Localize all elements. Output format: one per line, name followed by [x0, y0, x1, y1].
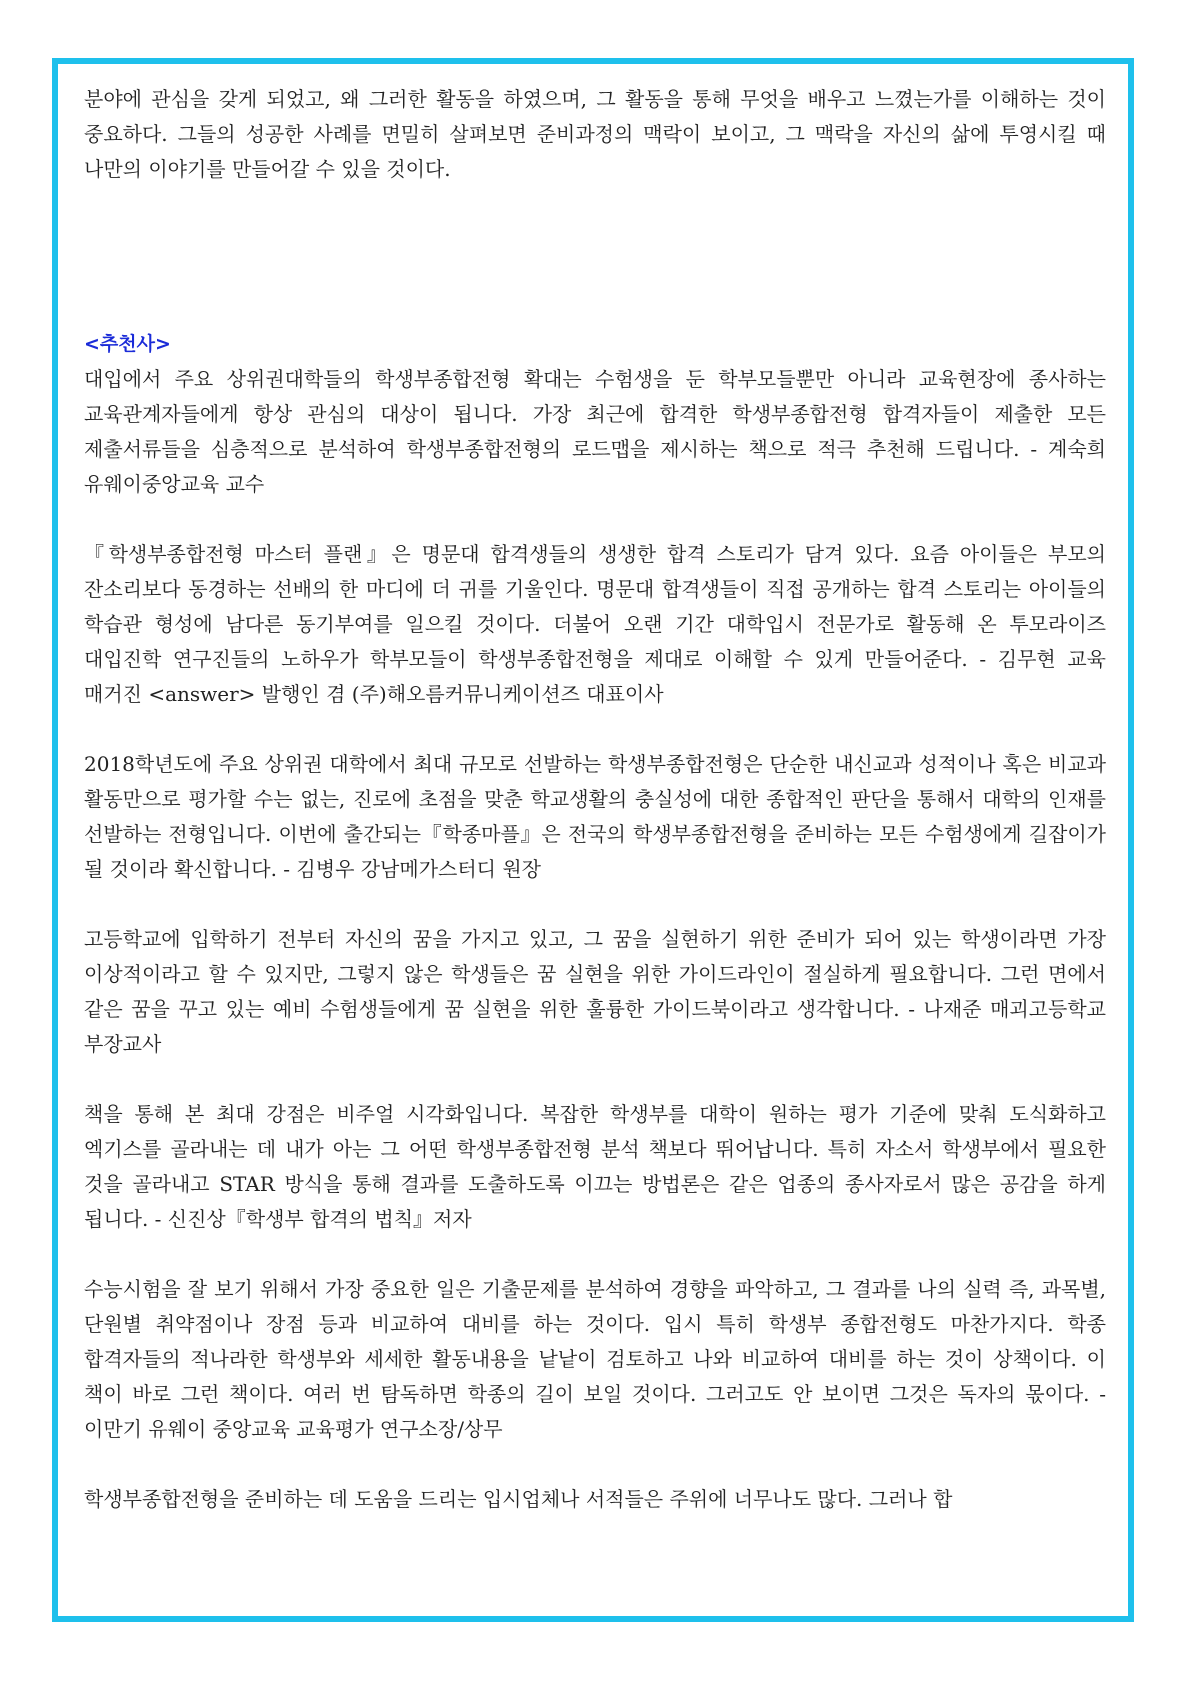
recommendation-paragraph-7: 학생부종합전형을 준비하는 데 도움을 드리는 입시업체나 서적들은 주위에 너무나도 많다. 그러나 합 — [84, 1487, 953, 1511]
intro-paragraph: 분야에 관심을 갖게 되었고, 왜 그러한 활동을 하였으며, 그 활동을 통해 무엇을 배우고 느꼈는가를 이해하는 것이 중요하다. 그들의 성공한 사례를 면밀히 살펴보면 준비과정의 맥락이 보이고, 그 맥락을 자신의 삶에 투영시킬 때 나만의 이야기를 만들어갈 수 있을 것이다. — [84, 87, 1106, 181]
paragraph-spacer — [84, 887, 1106, 922]
document-body — [84, 82, 1106, 1517]
paragraph-spacer — [84, 502, 1106, 537]
recommendation-paragraph-2: 『학생부종합전형 마스터 플랜』은 명문대 합격생들의 생생한 합격 스토리가 담겨 있다. 요즘 아이들은 부모의 잔소리보다 동경하는 선배의 한 마디에 더 귀를 기울인다. 명문대 합격생들이 직접 공개하는 합격 스토리는 아이들의 학습관 형성에 남다른 동기부여를 일으킬 것이다. 더불어 오랜 기간 대학입시 전문가로 활동해 온 투모라이즈 대입진학 연구진들의 노하우가 학부모들이 학생부종합전형을 제대로 이해할 수 있게 만들어준다. - 김무현 교육 매거진 <answer> 발행인 겸 (주)해오름커뮤니케이션즈 대표이사 — [84, 542, 1106, 706]
paragraph-spacer — [84, 712, 1106, 747]
recommendation-paragraph-5: 책을 통해 본 최대 강점은 비주얼 시각화입니다. 복잡한 학생부를 대학이 원하는 평가 기준에 맞춰 도식화하고 엑기스를 골라내는 데 내가 아는 그 어떤 학생부종합전형 분석 책보다 뛰어납니다. 특히 자소서 학생부에서 필요한 것을 골라내고 STAR 방식을 통해 결과를 도출하도록 이끄는 방법론은 같은 업종의 종사자로서 많은 공감을 하게 됩니다. - 신진상『학생부 합격의 법칙』저자 — [84, 1102, 1106, 1231]
section-heading-recommendations: <추천사> — [84, 333, 171, 355]
recommendation-paragraph-4: 고등학교에 입학하기 전부터 자신의 꿈을 가지고 있고, 그 꿈을 실현하기 위한 준비가 되어 있는 학생이라면 가장 이상적이라고 할 수 있지만, 그렇지 않은 학생들은 꿈 실현을 위한 가이드라인이 절실하게 필요합니다. 그런 면에서 같은 꿈을 꾸고 있는 예비 수험생들에게 꿈 실현을 위한 훌륭한 가이드북이라고 생각합니다. - 나재준 매괴고등학교 부장교사 — [84, 927, 1106, 1056]
section-spacer — [84, 187, 1106, 327]
recommendation-paragraph-1: 대입에서 주요 상위권대학들의 학생부종합전형 확대는 수험생을 둔 학부모들뿐만 아니라 교육현장에 종사하는 교육관계자들에게 항상 관심의 대상이 됩니다. 가장 최근에 합격한 학생부종합전형 합격자들이 제출한 모든 제출서류들을 심층적으로 분석하여 학생부종합전형의 로드맵을 제시하는 책으로 적극 추천해 드립니다. - 계숙희 유웨이중앙교육 교수 — [84, 367, 1106, 496]
recommendation-paragraph-6: 수능시험을 잘 보기 위해서 가장 중요한 일은 기출문제를 분석하여 경향을 파악하고, 그 결과를 나의 실력 즉, 과목별, 단원별 취약점이나 장점 등과 비교하여 대비를 하는 것이다. 입시 특히 학생부 종합전형도 마찬가지다. 학종 합격자들의 적나라한 학생부와 세세한 활동내용을 낱낱이 검토하고 나와 비교하여 대비를 하는 것이 상책이다. 이 책이 바로 그런 책이다. 여러 번 탐독하면 학종의 길이 보일 것이다. 그러고도 안 보이면 그것은 독자의 몫이다. - 이만기 유웨이 중앙교육 교육평가 연구소장/상무 — [84, 1277, 1106, 1441]
paragraph-spacer — [84, 1447, 1106, 1482]
recommendation-paragraph-3: 2018학년도에 주요 상위권 대학에서 최대 규모로 선발하는 학생부종합전형은 단순한 내신교과 성적이나 혹은 비교과 활동만으로 평가할 수는 없는, 진로에 초점을 맞춘 학교생활의 충실성에 대한 종합적인 판단을 통해서 대학의 인재를 선발하는 전형입니다. 이번에 출간되는『학종마플』은 전국의 학생부종합전형을 준비하는 모든 수험생에게 길잡이가 될 것이라 확신합니다. - 김병우 강남메가스터디 원장 — [84, 752, 1106, 881]
paragraph-spacer — [84, 1237, 1106, 1272]
paragraph-spacer — [84, 1062, 1106, 1097]
